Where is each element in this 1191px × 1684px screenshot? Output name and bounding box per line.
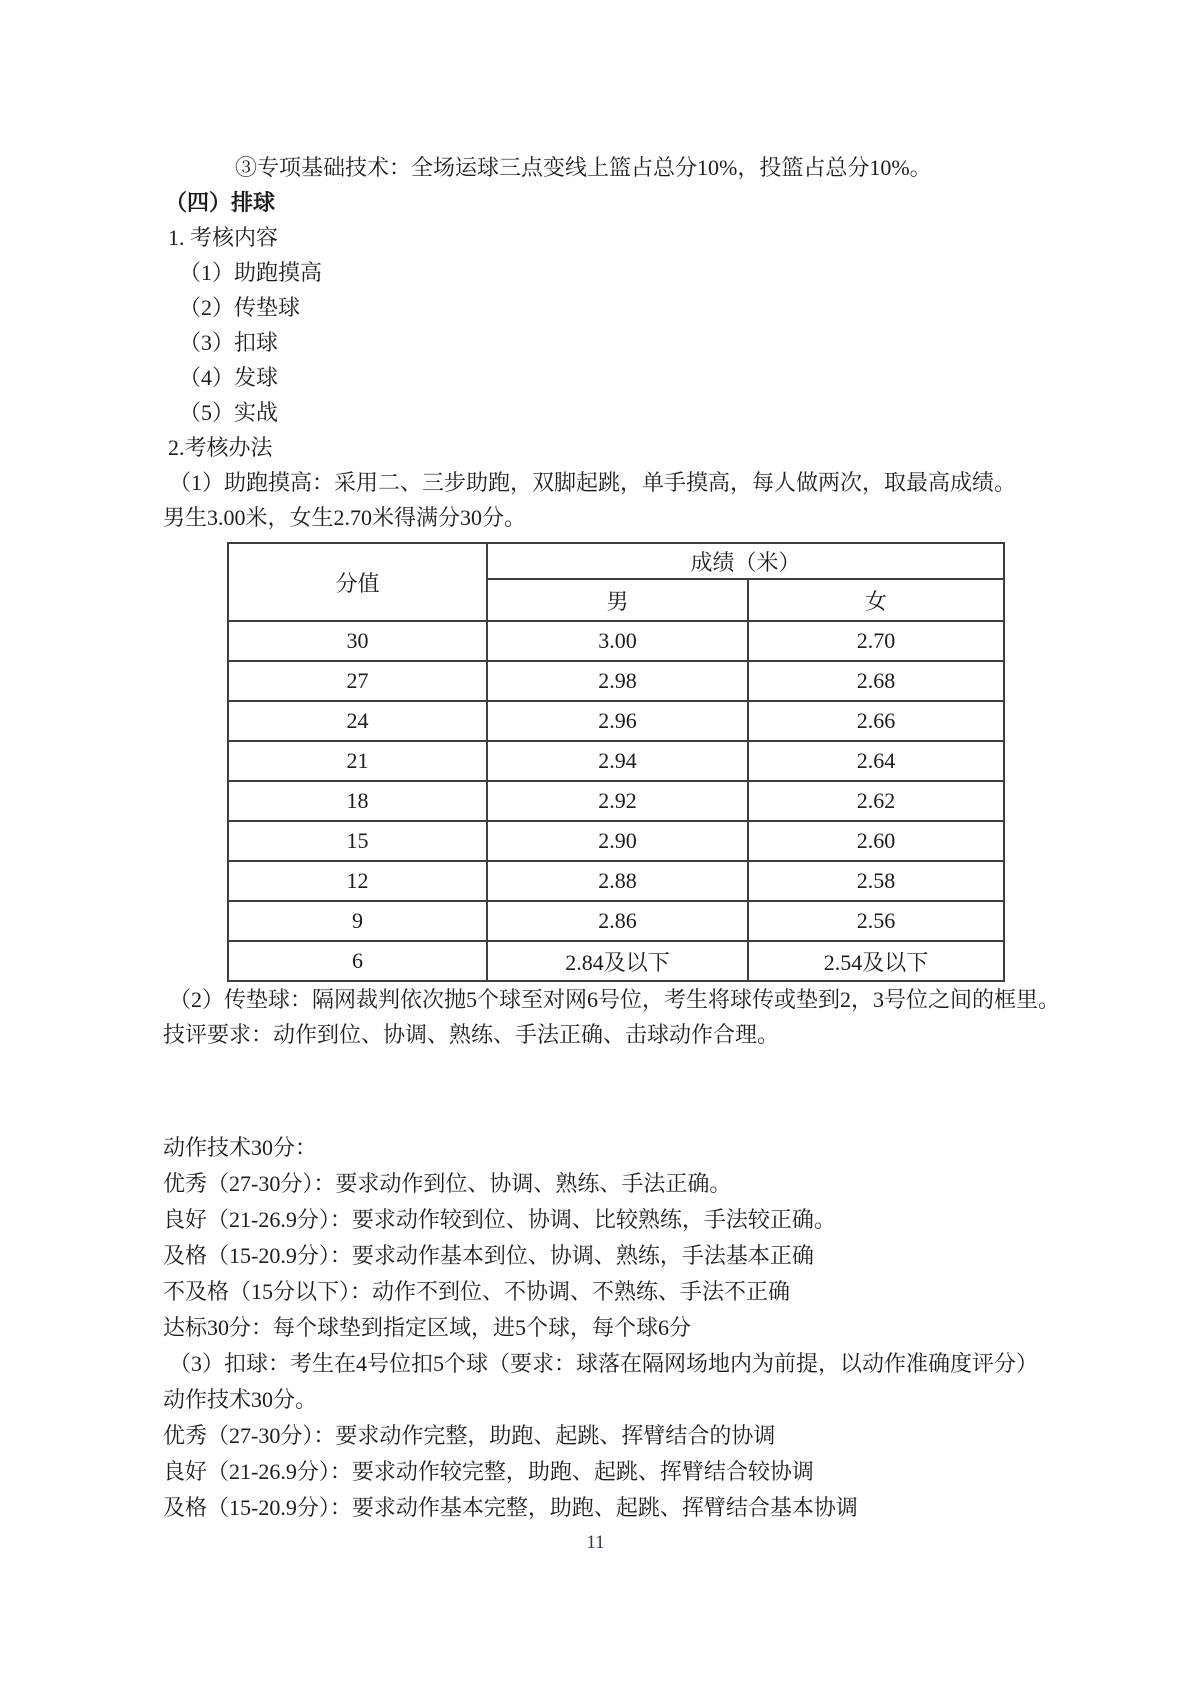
table-row	[228, 741, 1004, 781]
paragraph-spike-pass-criteria: 及格（15-20.9分）：要求动作基本完整，助跑、起跳、挥臂结合基本协调	[163, 1495, 858, 1520]
table-row	[228, 941, 1004, 981]
female-value-cell: 2.54及以下	[748, 941, 1004, 981]
score-cell: 15	[228, 821, 487, 861]
female-value-cell: 2.60	[748, 821, 1004, 861]
paragraph-technique-30pts-title: 动作技术30分：	[163, 1135, 318, 1160]
female-value-cell: 2.62	[748, 781, 1004, 821]
score-cell: 24	[228, 701, 487, 741]
male-value-cell: 2.96	[487, 701, 748, 741]
score-cell: 18	[228, 781, 487, 821]
female-value-cell: 2.70	[748, 621, 1004, 661]
document-body	[163, 150, 1131, 1526]
male-value-cell: 3.00	[487, 621, 748, 661]
score-cell: 21	[228, 741, 487, 781]
score-cell: 30	[228, 621, 487, 661]
male-value-cell: 2.94	[487, 741, 748, 781]
paragraph-exam-content-title: 1. 考核内容	[168, 225, 279, 250]
paragraph-pass-dig-desc: （2）传垫球：隔网裁判依次抛5个球至对网6号位，考生将球传或垫到2，3号位之间的框里。	[169, 987, 1061, 1012]
paragraph-pass-criteria: 及格（15-20.9分）：要求动作基本到位、协调、熟练，手法基本正确	[163, 1243, 814, 1268]
section-heading-volleyball: （四）排球	[165, 190, 276, 215]
table-row	[228, 621, 1004, 661]
grading-criteria-block	[163, 1130, 1131, 1526]
table-header-male: 男	[487, 579, 748, 621]
score-cell: 9	[228, 901, 487, 941]
blank-gap	[163, 1052, 1131, 1130]
female-value-cell: 2.58	[748, 861, 1004, 901]
male-value-cell: 2.90	[487, 821, 748, 861]
table-row	[228, 901, 1004, 941]
paragraph-technique-requirements: 技评要求：动作到位、协调、熟练、手法正确、击球动作合理。	[163, 1022, 780, 1047]
male-value-cell: 2.84及以下	[487, 941, 748, 981]
paragraph-fail-criteria: 不及格（15分以下）：动作不到位、不协调、不熟练、手法不正确	[163, 1279, 791, 1304]
list-item-pass-dig: （2）传垫球	[179, 295, 301, 320]
score-cell: 27	[228, 661, 487, 701]
list-item-match-play: （5）实战	[179, 400, 279, 425]
score-table	[227, 542, 1005, 982]
male-value-cell: 2.92	[487, 781, 748, 821]
paragraph-excellent-criteria: 优秀（27-30分）：要求动作到位、协调、熟练、手法正确。	[163, 1171, 732, 1196]
paragraph-spike-desc: （3）扣球：考生在4号位扣5个球（要求：球落在隔网场地内为前提，以动作准确度评分）	[169, 1351, 1039, 1376]
table-row	[228, 661, 1004, 701]
table-row	[228, 861, 1004, 901]
male-value-cell: 2.86	[487, 901, 748, 941]
table-header-score: 分值	[228, 543, 487, 621]
list-item-run-up-touch: （1）助跑摸高	[179, 260, 323, 285]
page-number: 11	[586, 1532, 605, 1553]
table-row	[228, 821, 1004, 861]
score-cell: 12	[228, 861, 487, 901]
female-value-cell: 2.66	[748, 701, 1004, 741]
table-header-female: 女	[748, 579, 1004, 621]
paragraph-run-up-touch-desc: （1）助跑摸高：采用二、三步助跑，双脚起跳，单手摸高，每人做两次，取最高成绩。	[169, 470, 1017, 495]
paragraph-basketball-skill: ③专项基础技术：全场运球三点变线上篮占总分10%，投篮占总分10%。	[235, 155, 932, 180]
female-value-cell: 2.64	[748, 741, 1004, 781]
female-value-cell: 2.68	[748, 661, 1004, 701]
list-item-spike: （3）扣球	[179, 330, 279, 355]
table-row	[228, 781, 1004, 821]
paragraph-spike-technique-30pts: 动作技术30分。	[163, 1387, 318, 1412]
table-row	[228, 701, 1004, 741]
table-header-result-meters: 成绩（米）	[487, 543, 1004, 579]
paragraph-spike-good-criteria: 良好（21-26.9分）：要求动作较完整，助跑、起跳、挥臂结合较协调	[163, 1459, 814, 1484]
paragraph-full-score-note: 男生3.00米，女生2.70米得满分30分。	[163, 505, 527, 530]
list-item-serve: （4）发球	[179, 365, 279, 390]
male-value-cell: 2.98	[487, 661, 748, 701]
paragraph-target-30pts: 达标30分：每个球垫到指定区域，进5个球，每个球6分	[163, 1315, 692, 1340]
paragraph-good-criteria: 良好（21-26.9分）：要求动作较到位、协调、比较熟练，手法较正确。	[163, 1207, 836, 1232]
female-value-cell: 2.56	[748, 901, 1004, 941]
paragraph-spike-excellent-criteria: 优秀（27-30分）：要求动作完整，助跑、起跳、挥臂结合的协调	[163, 1423, 776, 1448]
male-value-cell: 2.88	[487, 861, 748, 901]
score-cell: 6	[228, 941, 487, 981]
paragraph-exam-method-title: 2.考核办法	[168, 435, 273, 460]
